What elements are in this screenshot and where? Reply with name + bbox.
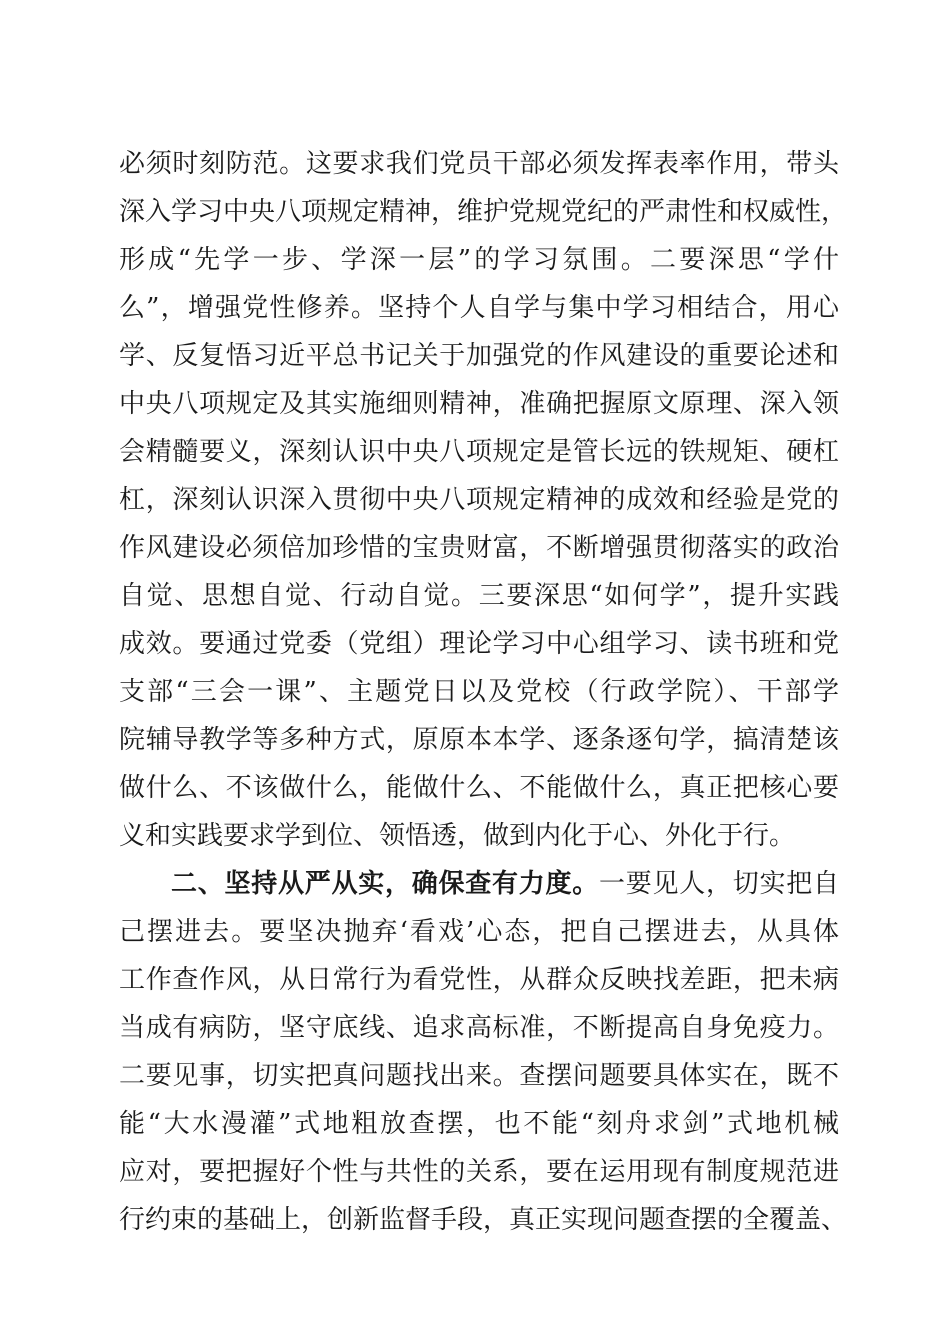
paragraph-line: 应对，要把握好个性与共性的关系，要在运用现有制度规范进 xyxy=(119,1157,839,1187)
paragraph-line: 义和实践要求学到位、领悟透，做到内化于心、外化于行。 xyxy=(119,821,796,851)
paragraph-line: 成效。要通过党委（党组）理论学习中心组学习、读书班和党 xyxy=(119,629,839,659)
paragraph-1 xyxy=(119,140,848,860)
paragraph-line: 工作查作风，从日常行为看党性，从群众反映找差距，把未病 xyxy=(119,965,839,995)
paragraph-line: 么”，增强党性修养。坚持个人自学与集中学习相结合，用心 xyxy=(119,293,839,323)
paragraph-2 xyxy=(119,860,848,1244)
paragraph-line: 院辅导教学等多种方式，原原本本学、逐条逐句学，搞清楚该 xyxy=(119,725,839,755)
document-body xyxy=(119,140,848,1244)
paragraph-line: 中央八项规定及其实施细则精神，准确把握原文原理、深入领 xyxy=(119,389,839,419)
paragraph-line: 行约束的基础上，创新监督手段，真正实现问题查摆的全覆盖、 xyxy=(119,1205,848,1235)
paragraph-line: 做什么、不该做什么，能做什么、不能做什么，真正把核心要 xyxy=(119,773,839,803)
paragraph-line: 会精髓要义，深刻认识中央八项规定是管长远的铁规矩、硬杠 xyxy=(119,437,839,467)
paragraph-line: 形成“先学一步、学深一层”的学习氛围。二要深思“学什 xyxy=(119,245,839,275)
paragraph-line: 深入学习中央八项规定精神，维护党规党纪的严肃性和权威性， xyxy=(119,197,848,227)
paragraph-first-line xyxy=(119,860,839,908)
paragraph-line: 杠，深刻认识深入贯彻中央八项规定精神的成效和经验是党的 xyxy=(119,485,839,515)
paragraph-line: 学、反复悟习近平总书记关于加强党的作风建设的重要论述和 xyxy=(119,341,839,371)
paragraph-line: 当成有病防，坚守底线、追求高标准，不断提高自身免疫力。 xyxy=(119,1013,839,1043)
paragraph-line: 己摆进去。要坚决抛弃‘看戏’心态，把自己摆进去，从具体 xyxy=(119,917,839,947)
paragraph-line: 支部“三会一课”、主题党日以及党校（行政学院）、干部学 xyxy=(119,677,839,707)
paragraph-line-rest: 一要见人，切实把自 xyxy=(598,869,839,899)
paragraph-line: 自觉、思想自觉、行动自觉。三要深思“如何学”，提升实践 xyxy=(119,581,839,611)
paragraph-line: 能“大水漫灌”式地粗放查摆，也不能“刻舟求剑”式地机械 xyxy=(119,1109,839,1139)
paragraph-line: 二要见事，切实把真问题找出来。查摆问题要具体实在，既不 xyxy=(119,1061,839,1091)
paragraph-line: 作风建设必须倍加珍惜的宝贵财富，不断增强贯彻落实的政治 xyxy=(119,533,839,563)
paragraph-line: 必须时刻防范。这要求我们党员干部必须发挥表率作用，带头 xyxy=(119,149,839,179)
section-heading: 二、坚持从严从实，确保查有力度。 xyxy=(171,869,599,899)
